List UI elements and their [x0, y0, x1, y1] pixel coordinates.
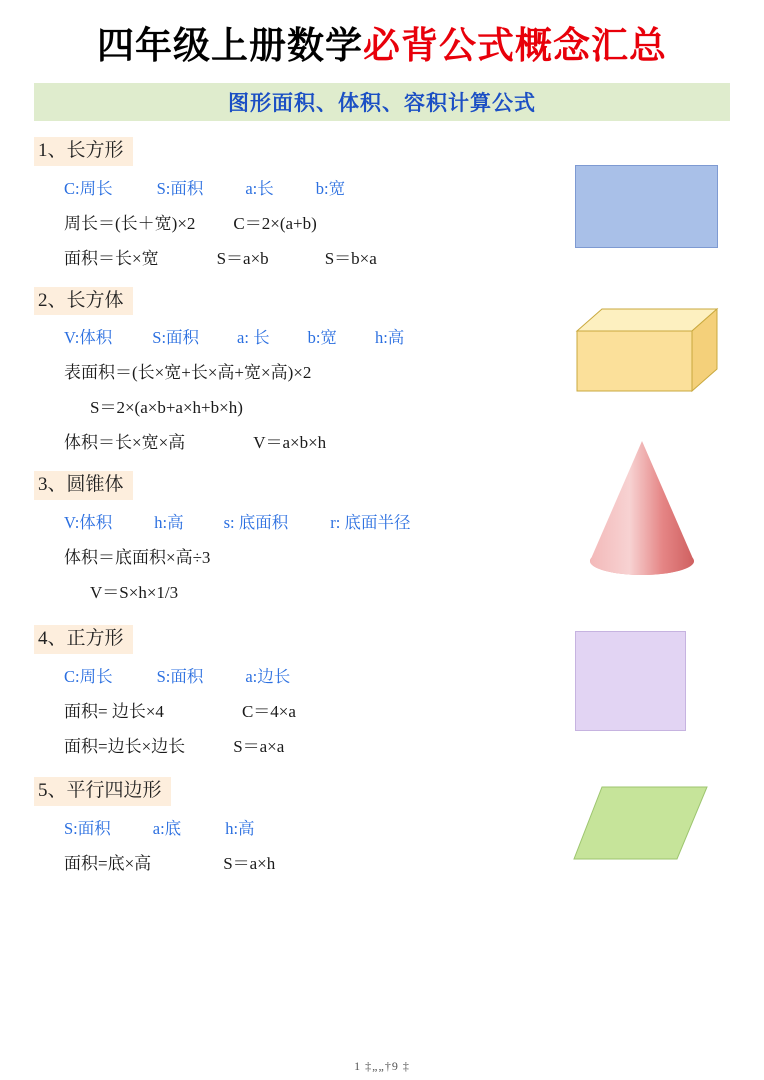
formula-text: S＝a×b — [216, 248, 269, 268]
section-banner-label: 图形面积、体积、容积计算公式 — [228, 89, 536, 115]
legend-item: S:面积 — [64, 818, 111, 838]
shape-cone-red — [582, 435, 702, 585]
page-title — [34, 0, 730, 65]
formula-text: 周长＝(长＋宽)×2 — [64, 213, 196, 233]
legend-item: h:高 — [225, 818, 255, 838]
legend-item: a:边长 — [245, 666, 291, 686]
legend-item: r: 底面半径 — [330, 513, 411, 533]
legend-item: a:长 — [245, 178, 274, 198]
formula-block-square — [34, 625, 730, 757]
legend-item: S:面积 — [152, 328, 200, 348]
shape-cuboid-yellow — [572, 301, 722, 401]
legend-item: b:宽 — [315, 178, 346, 198]
formula-block-rectangle — [34, 137, 730, 269]
legend-item: V:体积 — [64, 513, 113, 533]
page-footer: 1 ‡„„†9 ‡ — [354, 1059, 410, 1073]
formula-text: 面积= 边长×4 — [64, 701, 164, 721]
formula-text: S＝2×(a×b+a×h+b×h) — [90, 398, 243, 418]
formula-text: 面积=底×高 — [64, 853, 152, 873]
block-heading: 5、平行四边形 — [34, 777, 171, 806]
block-heading: 1、长方形 — [34, 137, 133, 166]
formula-text: 面积＝长×宽 — [64, 248, 159, 268]
formula-text: 面积=边长×边长 — [64, 736, 186, 756]
block-heading: 4、正方形 — [34, 625, 133, 654]
page-title-red: 必背公式概念汇总 — [363, 23, 667, 67]
page-title-black: 四年级上册数学 — [97, 23, 363, 67]
legend-item: S:面积 — [156, 666, 204, 686]
legend-item: h:高 — [374, 328, 405, 348]
legend-item: a:底 — [152, 818, 182, 838]
formula-text: S＝b×a — [324, 248, 377, 268]
formula-text: 表面积＝(长×宽+长×高+宽×高)×2 — [64, 363, 312, 383]
legend-item: C:周长 — [64, 178, 113, 198]
shape-square-purple — [575, 631, 686, 731]
formula-block-cone — [34, 471, 730, 603]
formula-block-parallelogram — [34, 777, 730, 874]
formula-text: S＝a×h — [223, 853, 276, 873]
legend-item: V:体积 — [64, 328, 113, 348]
formula-block-cuboid — [34, 287, 730, 454]
formula-text: C＝2×(a+b) — [233, 213, 317, 233]
block-heading: 2、长方体 — [34, 287, 133, 316]
formula-text: C＝4×a — [241, 701, 296, 721]
formula-text: 体积＝长×宽×高 — [64, 433, 186, 453]
formula-text: V＝a×b×h — [253, 433, 327, 453]
formula-row — [34, 732, 730, 757]
legend-item: S:面积 — [156, 178, 204, 198]
legend-item: a: 长 — [237, 328, 270, 348]
formula-text: 体积＝底面积×高÷3 — [64, 548, 211, 568]
shape-rectangle-blue — [575, 165, 718, 248]
section-banner — [34, 83, 730, 121]
shape-parallelogram-green — [572, 781, 712, 871]
legend-item: C:周长 — [64, 666, 113, 686]
formula-text: S＝a×a — [233, 736, 285, 756]
legend-item: s: 底面积 — [223, 513, 289, 533]
block-heading: 3、圆锥体 — [34, 471, 133, 500]
legend-item: h:高 — [154, 513, 184, 533]
formula-text: V＝S×h×1/3 — [90, 583, 179, 603]
legend-item: b:宽 — [307, 328, 337, 348]
